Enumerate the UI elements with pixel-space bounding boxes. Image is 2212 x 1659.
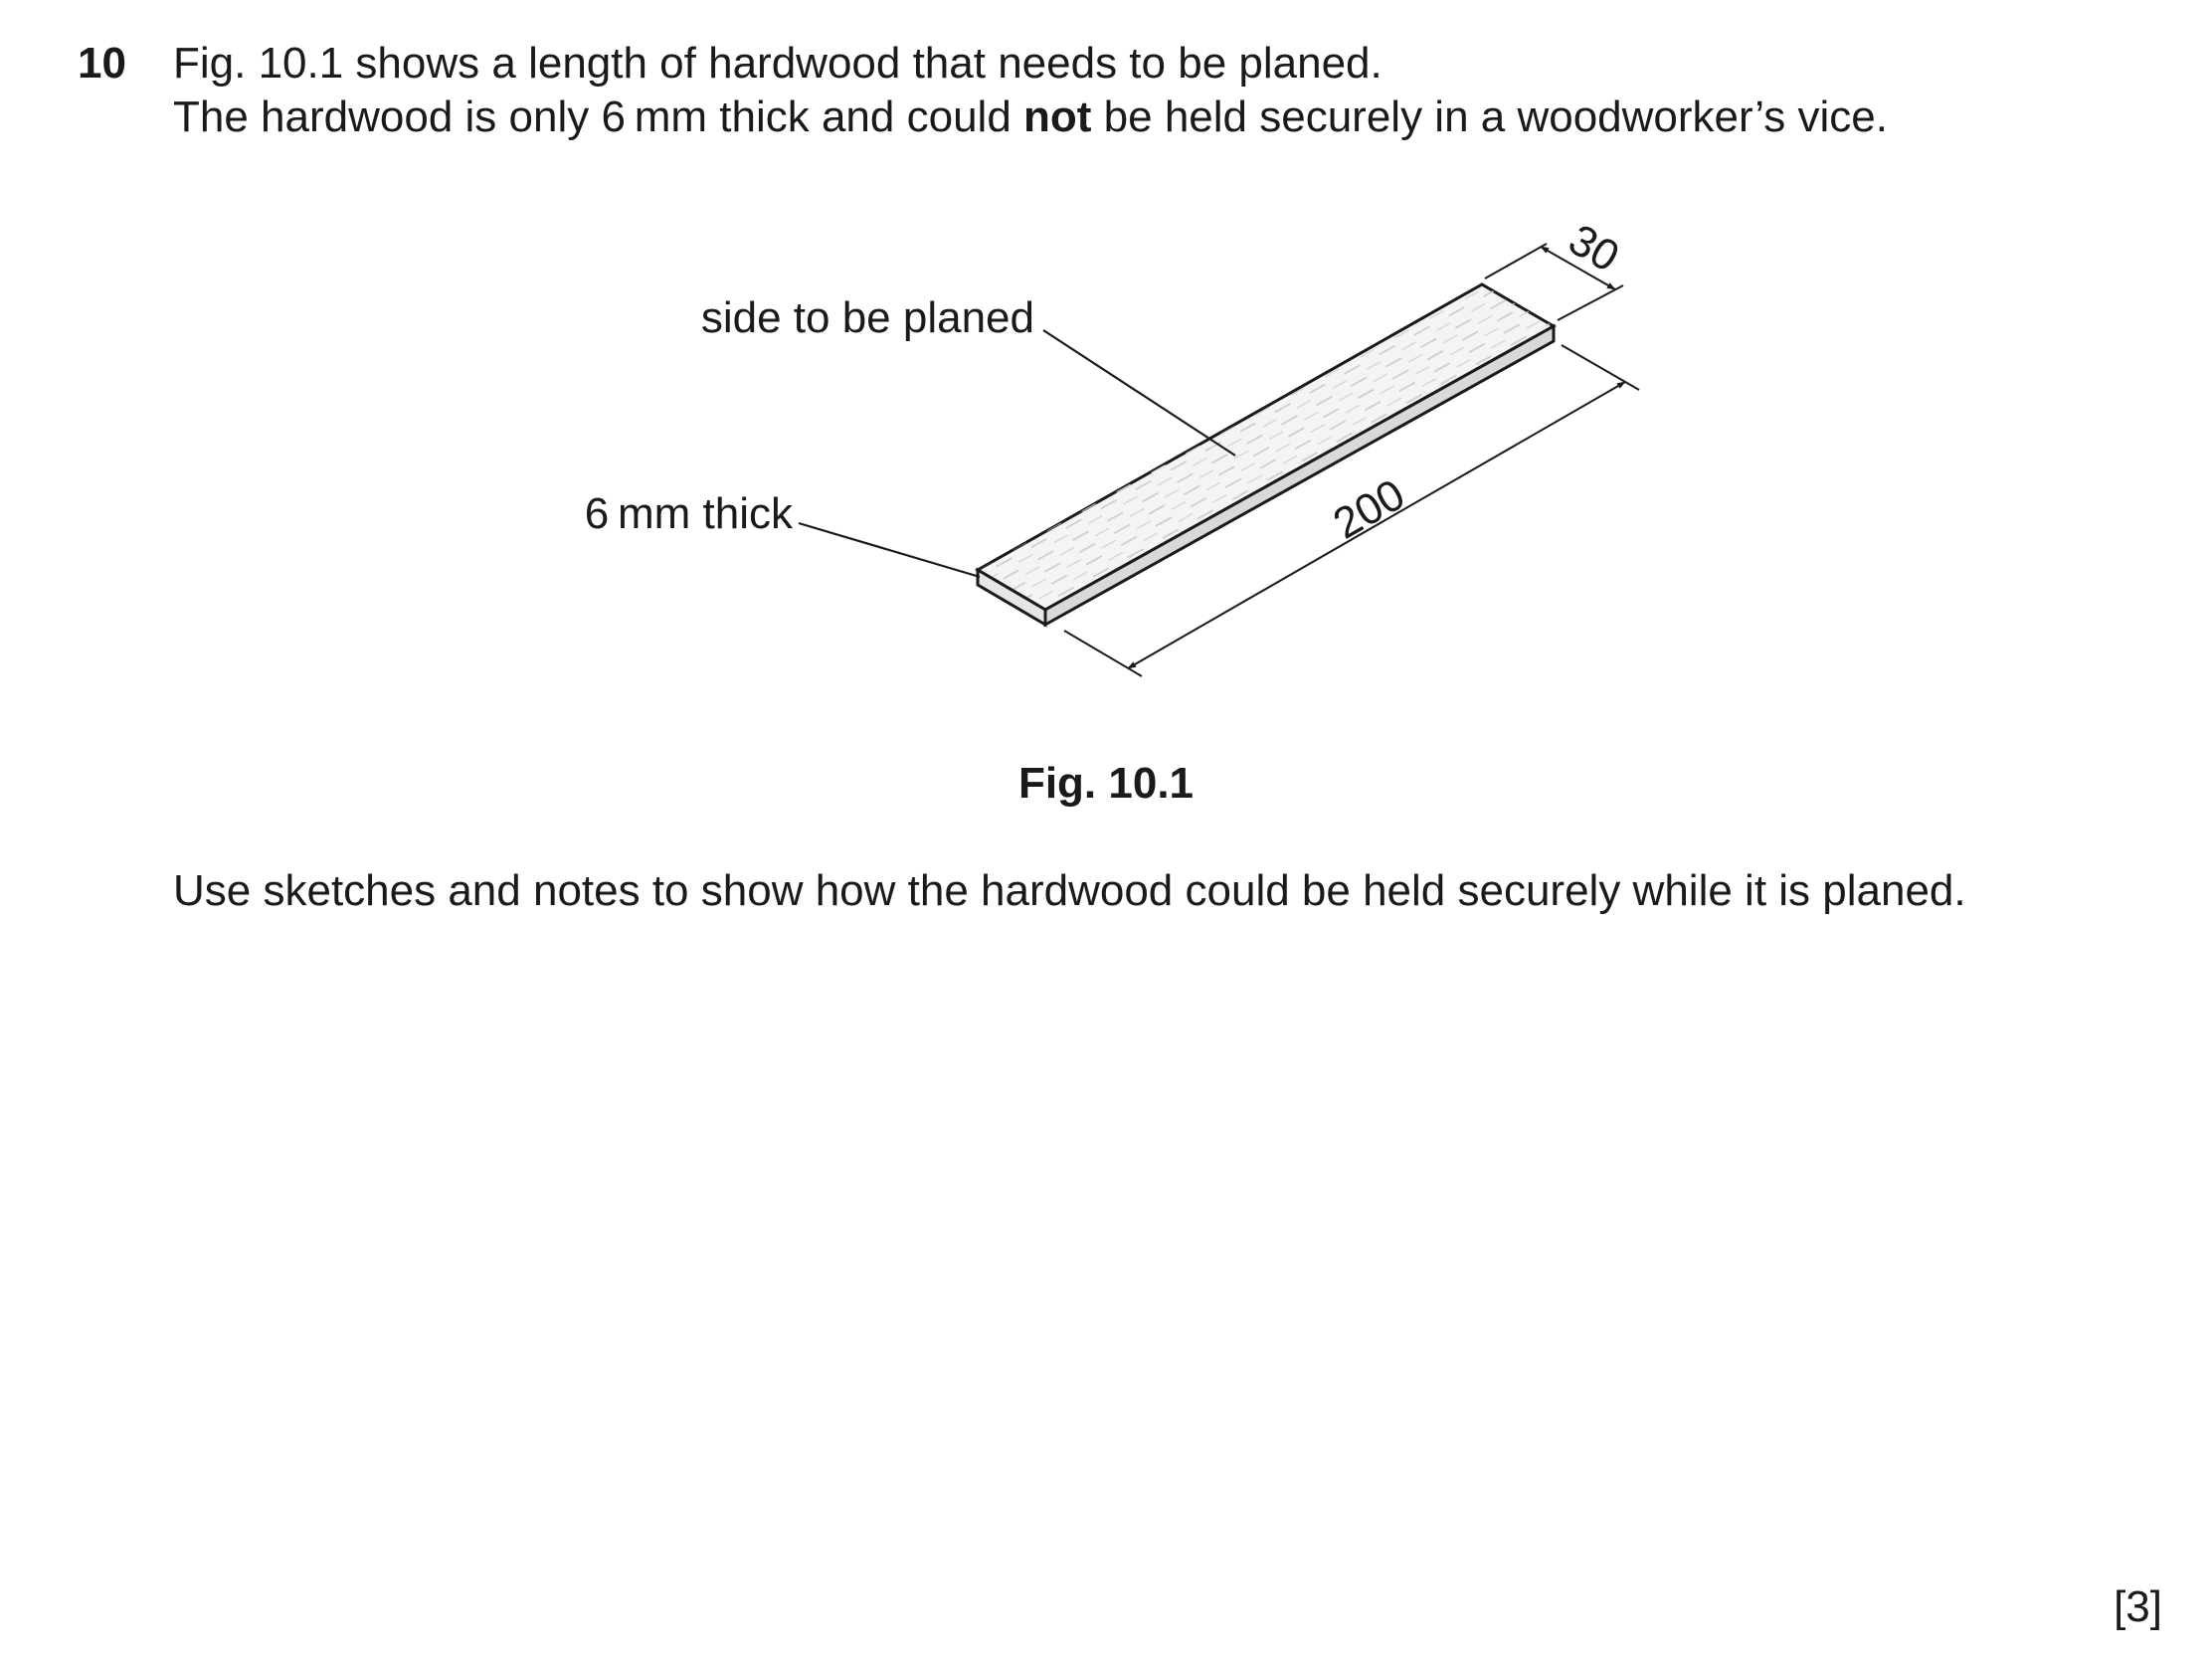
instruction-text: Use sketches and notes to show how the hardwood could be held securely while it is planed. — [173, 866, 1966, 915]
dimension-value-200: 200 — [1325, 469, 1413, 549]
hardwood-strip — [978, 284, 1554, 625]
side-edge — [1045, 326, 1554, 625]
extension-line-200-left — [1064, 631, 1142, 676]
marks-allocation: [3] — [2114, 1582, 2162, 1631]
extension-line-30-right — [1558, 285, 1623, 320]
side-leader-line — [1043, 330, 1235, 456]
wood-grain — [978, 284, 1554, 610]
thick-leader-line — [799, 523, 980, 577]
label-thickness: 6 mm thick — [584, 489, 793, 538]
question-number: 10 — [78, 39, 126, 88]
extension-line-200-right — [1562, 345, 1639, 390]
question-text-line-2-end: be held securely in a woodworker’s vice. — [1091, 92, 1888, 141]
figure-caption: Fig. 10.1 — [1017, 759, 1195, 808]
extension-line-30-left — [1485, 244, 1547, 278]
question-text-line-2-start: The hardwood is only 6 mm thick and could — [173, 92, 1024, 141]
label-side-to-be-planed: side to be planed — [700, 293, 1034, 342]
question-text-line-1: Fig. 10.1 shows a length of hardwood that needs to be planed. — [173, 39, 1382, 88]
dimension-value-30: 30 — [1561, 215, 1627, 282]
question-text-emphasis: not — [1023, 92, 1092, 141]
